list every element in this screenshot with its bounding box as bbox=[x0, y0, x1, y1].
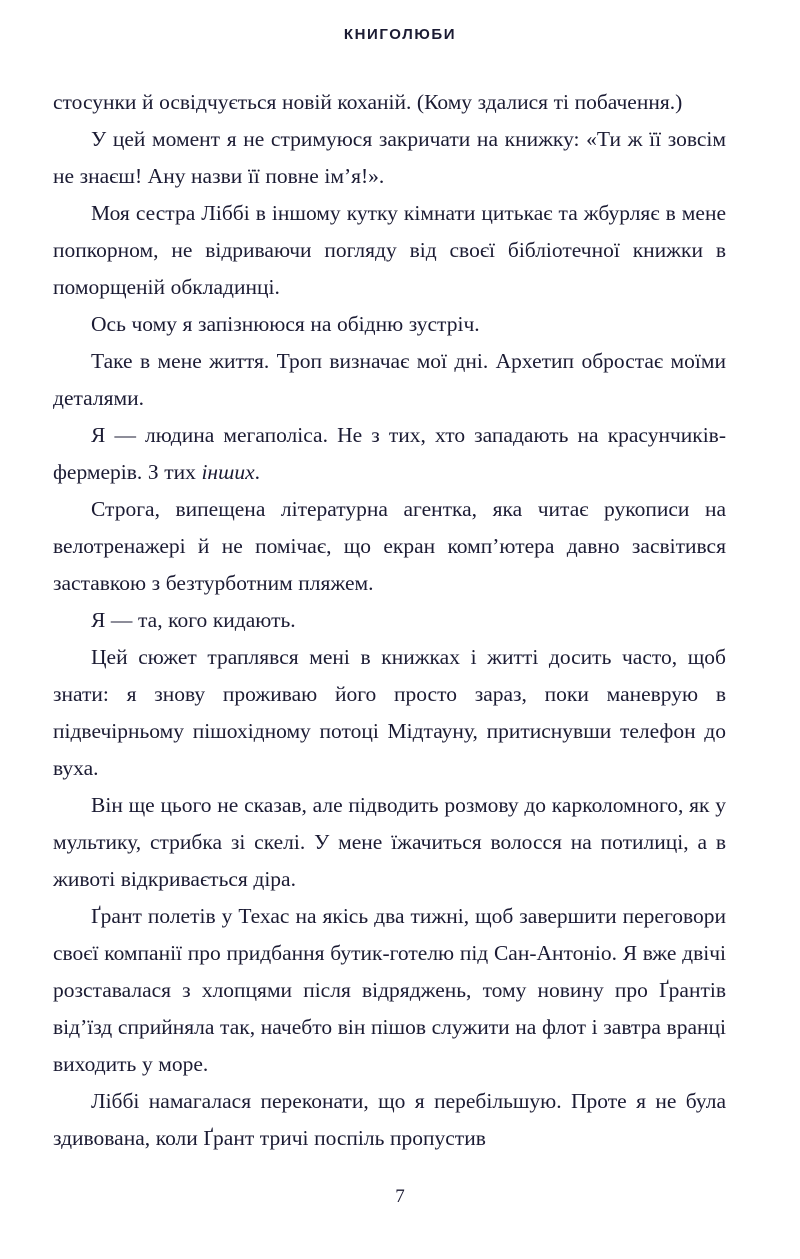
paragraph: Він ще цього не сказав, але підводить розмову до карколомного, як у мультику, стрибка зі скелі. У мене їжачиться волосся на потилиці, а в животі відкривається діра. bbox=[53, 793, 726, 891]
paragraph: Моя сестра Ліббі в іншому кутку кімнати цитькає та жбурляє в мене попкорном, не відриваючи погляду від своєї бібліотечної книжки в поморщеній обкладинці. bbox=[53, 201, 726, 299]
paragraph: Ґрант полетів у Техас на якісь два тижні, щоб завершити переговори своєї компанії про придбання бутик-готелю під Сан-Антоніо. Я вже двічі розставалася з хлопцями після відряджень, тому новину про Ґрантів від’їзд сприйняла так, начебто він пішов служити на флот і завтра вранці виходить у море. bbox=[53, 904, 726, 1076]
paragraph-text-tail: . bbox=[254, 460, 260, 484]
running-head: КНИГОЛЮБИ bbox=[343, 26, 457, 43]
page-number: 7 bbox=[395, 1186, 405, 1207]
paragraph: Ось чому я запізнююся на обідню зустріч. bbox=[91, 312, 480, 336]
paragraph: У цей момент я не стримуюся закричати на книжку: «Ти ж її зовсім не знаєш! Ану назви її повне ім’я!». bbox=[53, 127, 726, 188]
paragraph: Таке в мене життя. Троп визначає мої дні. Архетип обростає моїми деталями. bbox=[53, 349, 726, 410]
paragraph: Строга, випещена літературна агентка, яка читає рукописи на велотренажері й не помічає, що екран комп’ютера давно засвітився заставкою з безтурботним пляжем. bbox=[53, 497, 726, 595]
paragraph: стосунки й освідчується новій коханій. (Кому здалися ті побачення.) bbox=[53, 90, 683, 114]
paragraph: Ліббі намагалася переконати, що я перебільшую. Проте я не була здивована, коли Ґрант тричі поспіль пропустив bbox=[53, 1089, 726, 1150]
emphasis-text: інших bbox=[201, 460, 255, 484]
body-text-block bbox=[53, 84, 726, 1157]
paragraph-with-emphasis bbox=[53, 417, 726, 491]
paragraph: Я — та, кого кидають. bbox=[91, 608, 296, 632]
paragraph-text-lead: Я — людина мегаполіса. Не з тих, хто западають на красунчиків-фермерів. З тих bbox=[53, 423, 726, 484]
paragraph: Цей сюжет траплявся мені в книжках і житті досить часто, щоб знати: я знову проживаю його просто зараз, поки маневрую в підвечірньому пішохідному потоці Мідтауну, притиснувши телефон до вуха. bbox=[53, 645, 726, 780]
